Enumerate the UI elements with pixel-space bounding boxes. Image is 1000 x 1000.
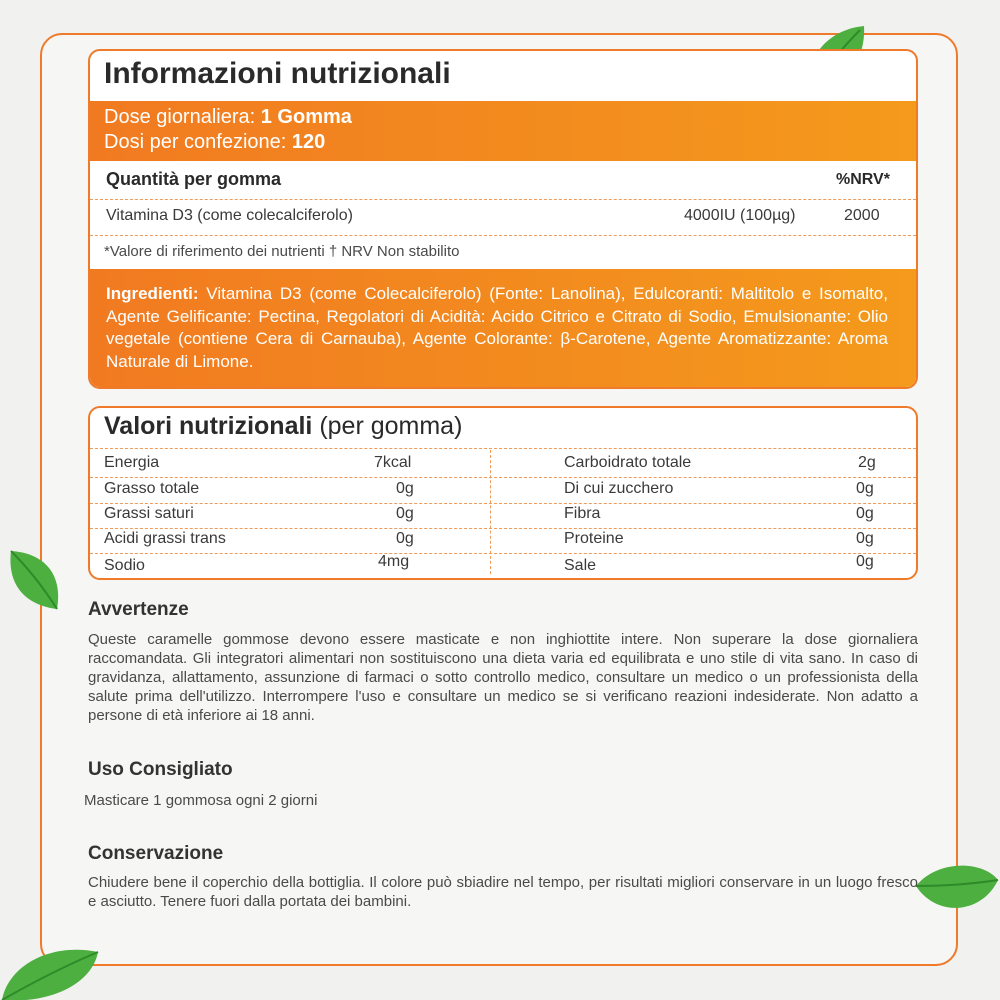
nv-left-value-0: 7kcal <box>374 454 412 471</box>
divider <box>90 503 916 504</box>
ingredients-list: Vitamina D3 (come Colecalciferolo) (Fonte: Lanolina), Edulcoranti: Maltitolo e Isomalto, Agente Gelificante: Pectina, Regolatori di Acidità: Acido Citrico e Citrato di Sodio, Emulsionante: Olio vegetale (contiene Cera di Carnauba), Agente Colorante: β-Carotene, Agente Aromatizzante: Aroma Naturale di Limone. <box>106 284 888 371</box>
nrv-header: %NRV* <box>836 171 890 188</box>
nv-right-value-3: 0g <box>856 530 874 547</box>
nv-left-name-2: Grassi saturi <box>104 505 194 522</box>
nutrition-values-title-rest: (per gomma) <box>312 412 463 440</box>
vitamin-nrv: 2000 <box>844 207 880 224</box>
nv-left-name-1: Grasso totale <box>104 480 200 497</box>
storage-text: Chiudere bene il coperchio della bottiglia. Il colore può sbiadire nel tempo, per risultati migliori conservare in un luogo fresco e asciutto. Tenere fuori dalla portata dei bambini. <box>88 874 918 910</box>
divider <box>90 477 916 478</box>
nv-right-value-2: 0g <box>856 505 874 522</box>
quantity-header: Quantità per gomma <box>106 169 282 189</box>
doses-per-pack-value: 120 <box>291 131 326 153</box>
usage-text: Masticare 1 gommosa ogni 2 giorni <box>84 792 318 809</box>
divider <box>90 553 916 554</box>
nv-left-name-4: Sodio <box>104 557 145 574</box>
usage-title: Uso Consigliato <box>88 759 233 780</box>
nutrition-info-title: Informazioni nutrizionali <box>104 57 451 90</box>
nutrition-values-title-bold: Valori nutrizionali <box>104 412 313 440</box>
ingredients-band <box>90 269 916 389</box>
vitamin-name: Vitamina D3 (come colecalciferolo) <box>106 207 353 224</box>
daily-dose-label: Dose giornaliera: <box>104 106 261 128</box>
nv-left-value-4: 4mg <box>378 553 410 570</box>
ingredients-text <box>106 283 888 373</box>
nv-right-name-2: Fibra <box>564 505 601 522</box>
divider <box>90 199 916 200</box>
leaf-icon-left <box>5 545 65 615</box>
nv-left-value-1: 0g <box>396 480 414 497</box>
ingredients-label: Ingredienti: <box>106 284 199 303</box>
nv-left-name-0: Energia <box>104 454 160 471</box>
nv-right-name-0: Carboidrato totale <box>564 454 692 471</box>
doses-per-pack-label: Dosi per confezione: <box>104 131 292 153</box>
nrv-footnote: *Valore di riferimento dei nutrienti † NRV Non stabilito <box>104 243 460 260</box>
nv-left-value-3: 0g <box>396 530 414 547</box>
daily-dose-value: 1 Gomma <box>260 106 352 128</box>
nv-right-value-1: 0g <box>856 480 874 497</box>
leaf-icon-bottom-right <box>912 856 1000 926</box>
leaf-icon-bottom-left <box>0 938 100 1000</box>
nv-right-name-4: Sale <box>564 557 597 574</box>
divider <box>90 528 916 529</box>
nv-right-value-4: 0g <box>856 553 874 570</box>
column-divider <box>490 450 491 574</box>
nutrition-values-panel <box>88 406 918 580</box>
nv-right-value-0: 2g <box>858 454 876 471</box>
warnings-text: Queste caramelle gommose devono essere masticate e non inghiottite intere. Non superare la dose giornaliera raccomandata. Gli integratori alimentari non sostituiscono una dieta varia ed equilibrata e uno stile di vita sano. In caso di gravidanza, allattamento, assunzione di farmaci o sotto controllo medico, consultare un medico o un professionista della salute prima dell'utilizzo. Interrompere l'uso e consultare un medico se si verificano reazioni indesiderate. Non adatto a persone di età inferiore ai 18 anni. <box>88 631 918 724</box>
storage-title: Conservazione <box>88 843 224 864</box>
daily-dose-line <box>104 106 352 129</box>
nutrition-values-title <box>104 412 462 441</box>
nv-right-name-3: Proteine <box>564 530 624 547</box>
nv-left-name-3: Acidi grassi trans <box>104 530 226 547</box>
nutrition-info-panel <box>88 49 918 389</box>
divider <box>90 448 916 449</box>
divider <box>90 235 916 236</box>
warnings-title: Avvertenze <box>88 599 189 620</box>
vitamin-amount: 4000IU (100µg) <box>684 207 796 224</box>
doses-per-pack-line <box>104 131 325 154</box>
nv-right-name-1: Di cui zucchero <box>564 480 674 497</box>
vitamin-table <box>90 161 916 269</box>
nv-left-value-2: 0g <box>396 505 414 522</box>
